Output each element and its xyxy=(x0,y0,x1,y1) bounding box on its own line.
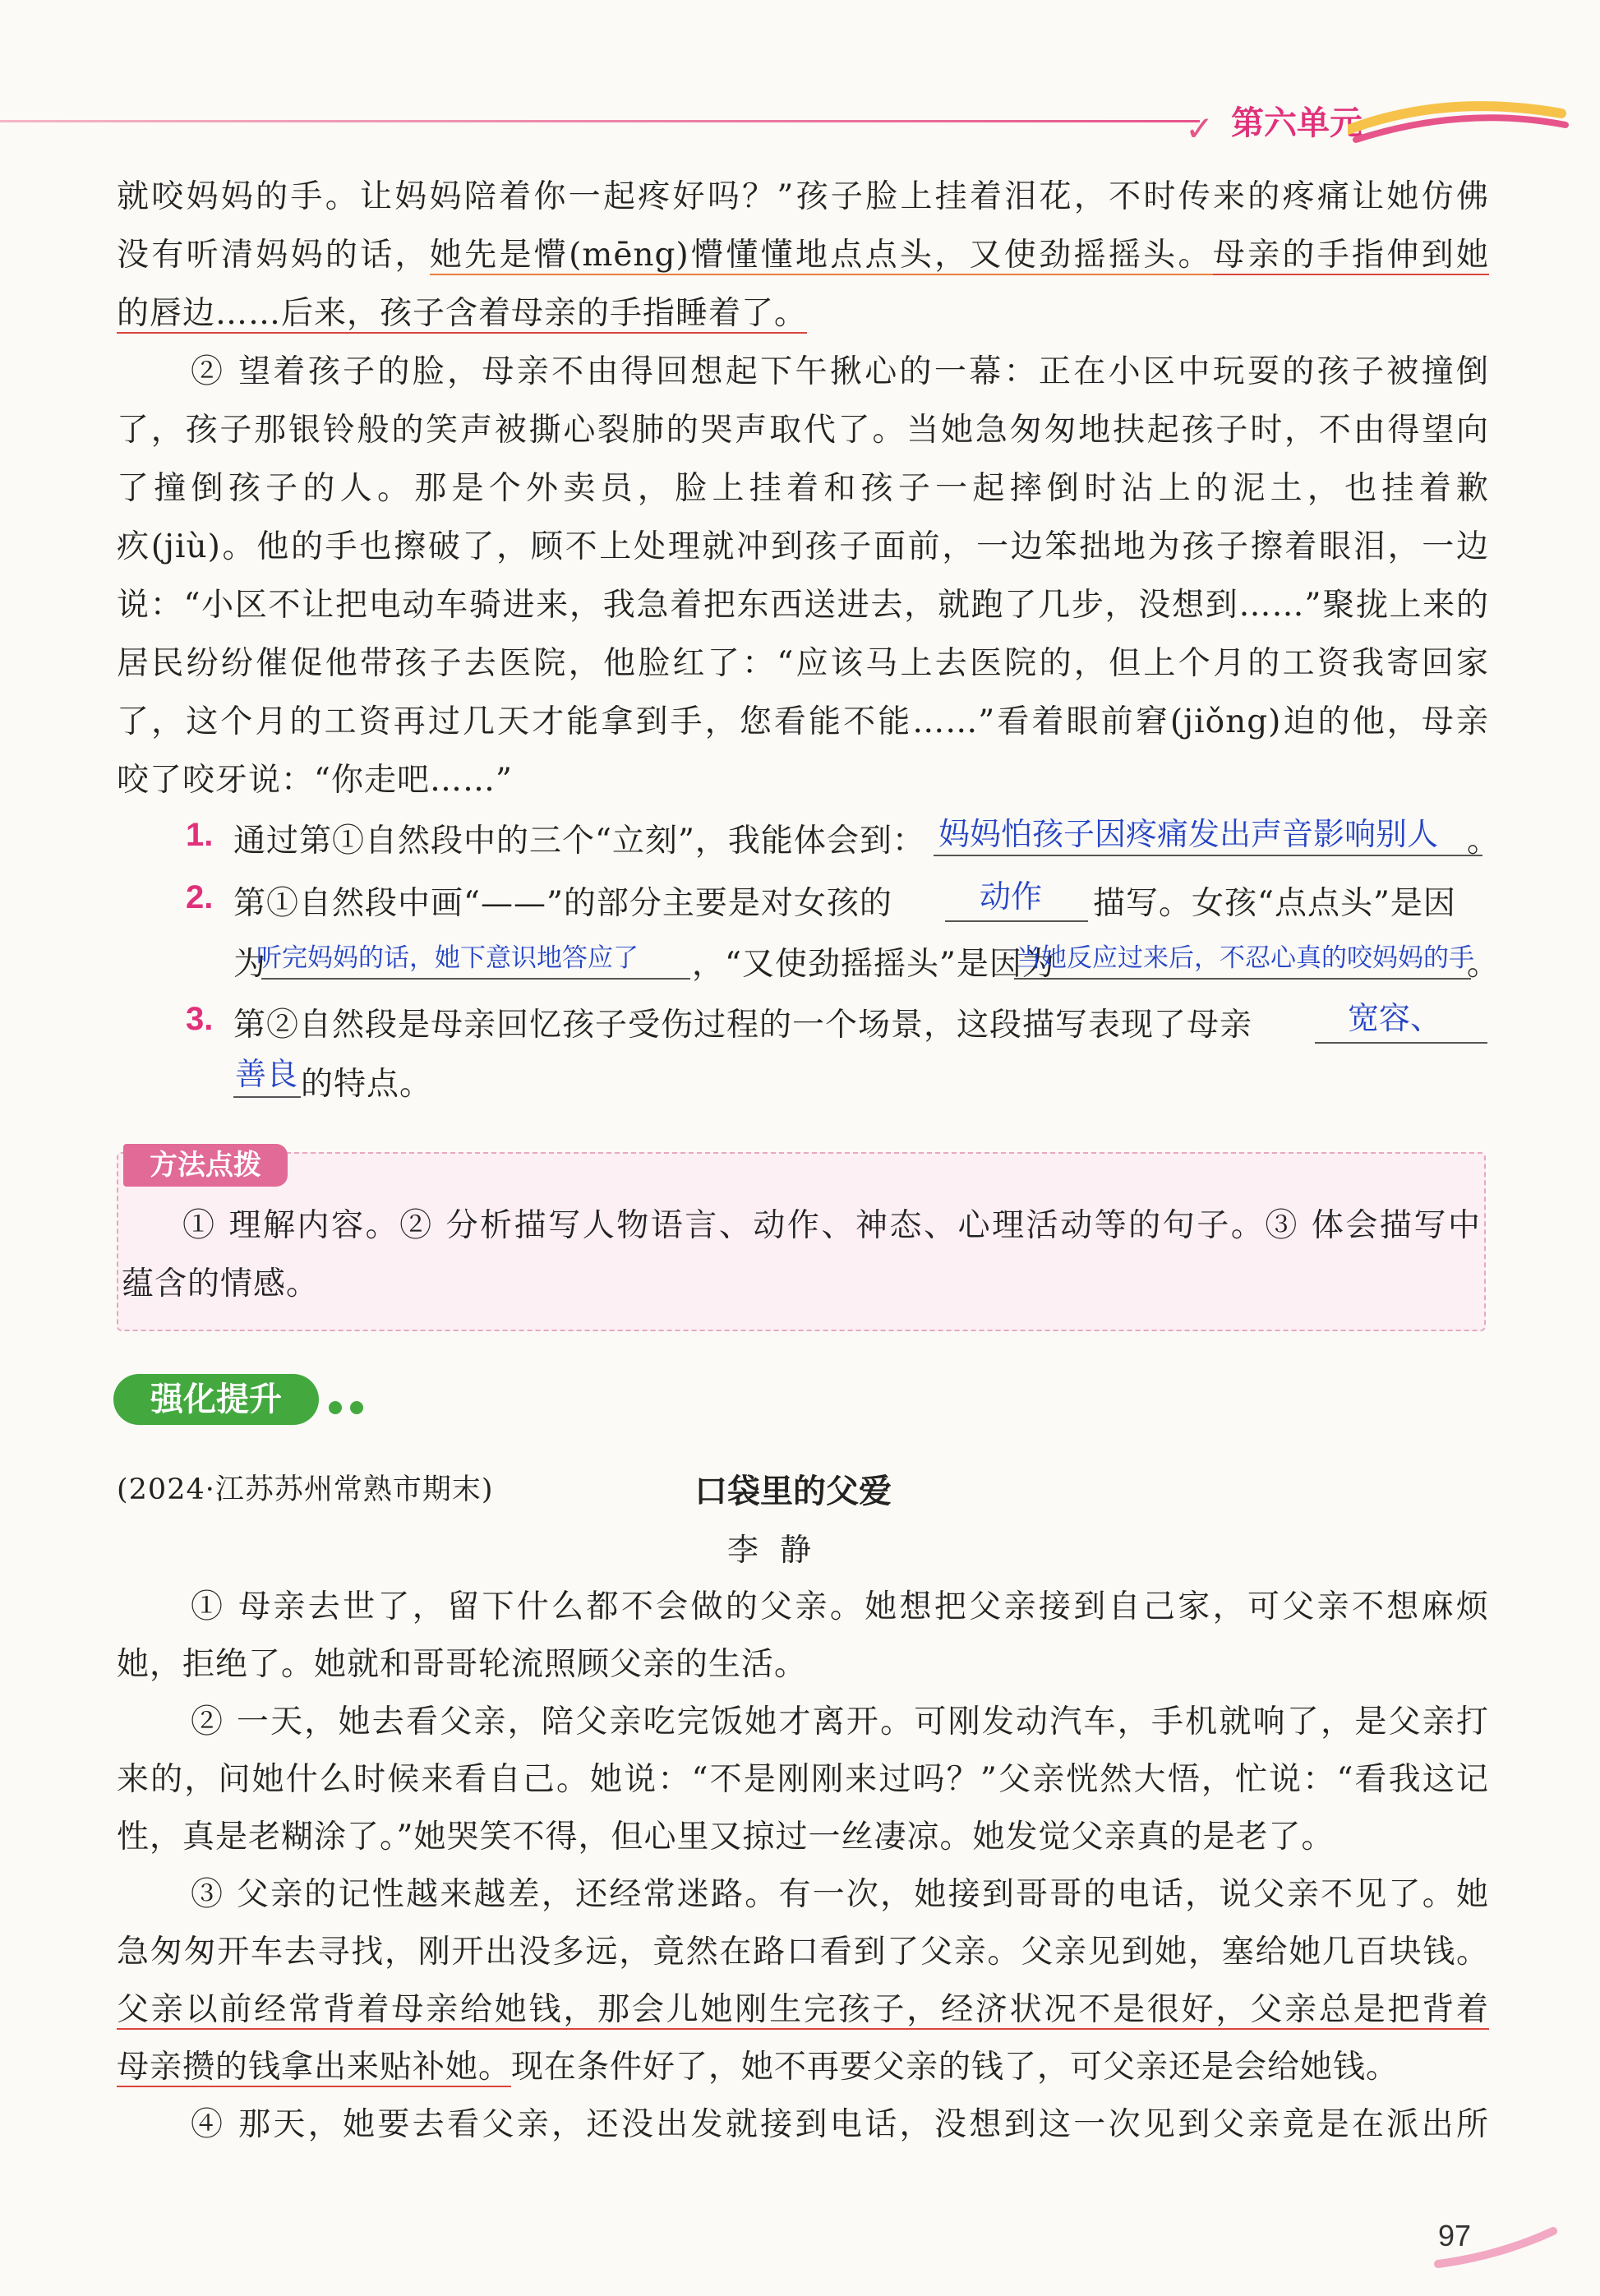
story-line: 她，拒绝了。她就和哥哥轮流照顾父亲的生活。 xyxy=(117,1646,808,1683)
punctuation: 。 xyxy=(1467,823,1501,860)
handwritten-answer: 宽容、 xyxy=(1348,1000,1442,1036)
paragraph-2-start: ② 望着孩子的脸，母亲不由得回想起下午揪心的一幕：正在小区中玩耍的孩子被撞倒 xyxy=(191,353,1489,390)
question-text: 为 xyxy=(233,946,267,983)
answer-blank xyxy=(1014,978,1471,980)
source-citation: (2024·江苏苏州常熟市期末) xyxy=(117,1473,494,1506)
passage-line: 就咬妈妈的手。让妈妈陪着你一起疼好吗？”孩子脸上挂着泪花，不时传来的疼痛让她仿佛 xyxy=(117,178,1489,215)
question-number: 2. xyxy=(186,879,214,915)
question-text: 描写。女孩“点点头”是因 xyxy=(1093,885,1456,922)
story-line xyxy=(117,2045,1399,2091)
story-author: 李静 xyxy=(727,1532,833,1568)
header-rule xyxy=(0,120,1200,122)
question-text: 第②自然段是母亲回忆孩子受伤过程的一个场景，这段描写表现了母亲 xyxy=(233,1007,1253,1044)
story-line: ② 一天，她去看父亲，陪父亲吃完饭她才离开。可刚发动汽车，手机就响了，是父亲打 xyxy=(191,1704,1489,1740)
question-text: 的特点。 xyxy=(301,1066,433,1103)
story-line: ③ 父亲的记性越来越差，还经常迷路。有一次，她接到哥哥的电话，说父亲不见了。她 xyxy=(191,1876,1489,1913)
story-line: 性，真是老糊涂了。”她哭笑不得，但心里又掠过一丝凄凉。她发觉父亲真的是老了。 xyxy=(117,1819,1335,1856)
passage-text: 没有听清妈妈的话， xyxy=(117,237,430,274)
underlined-sentence: 母亲攒的钱拿出来贴补她。 xyxy=(117,2049,512,2086)
method-tip-text: 蕴含的情感。 xyxy=(122,1266,320,1302)
dot-icon xyxy=(329,1401,342,1414)
punctuation: 。 xyxy=(1467,946,1501,983)
passage-line: 了，这个月的工资再过几天才能拿到手，您看能不能……”看着眼前窘(jiǒng)迫的他，母亲 xyxy=(117,703,1489,740)
answer-blank xyxy=(1315,1042,1487,1044)
answer-blank xyxy=(233,1096,301,1098)
handwritten-answer: 善良 xyxy=(235,1056,298,1092)
method-tip-tag: 方法点拨 xyxy=(123,1144,288,1187)
passage-line: 了撞倒孩子的人。那是个外卖员，脸上挂着和孩子一起摔倒时沾上的泥土，也挂着歉 xyxy=(117,470,1489,507)
question-text: 通过第①自然段中的三个“立刻”，我能体会到： xyxy=(233,823,925,860)
passage-line: 了，孩子那银铃般的笑声被撕心裂肺的哭声取代了。当她急匆匆地扶起孩子时，不由得望向 xyxy=(117,412,1489,449)
story-line: 急匆匆开车去寻找，刚开出没多远，竟然在路口看到了父亲。父亲见到她，塞给她几百块钱。 xyxy=(117,1934,1489,1971)
answer-blank xyxy=(261,978,690,980)
handwritten-answer: 听完妈妈的话，她下意识地答应了 xyxy=(256,943,639,973)
swoosh-decoration-icon xyxy=(1348,97,1570,146)
story-line: ④ 那天，她要去看父亲，还没出发就接到电话，没想到这一次见到父亲竟是在派出所 xyxy=(191,2106,1489,2143)
passage-line: 居民纷纷催促他带孩子去医院，他脸红了：“应该马上去医院的，但上个月的工资我寄回家 xyxy=(117,645,1489,682)
story-line: 来的，问她什么时候来看自己。她说：“不是刚刚来过吗？”父亲恍然大悟，忙说：“看我这记 xyxy=(117,1761,1489,1798)
answer-blank xyxy=(934,855,1482,856)
underlined-story-line: 父亲以前经常背着母亲给她钱，那会儿她刚生完孩子，经济状况不是很好，父亲总是把背着 xyxy=(117,1991,1489,2028)
story-title: 口袋里的父爱 xyxy=(694,1473,892,1510)
underlined-sentence: 她先是懵(mēng)懵懂懂地点点头，又使劲摇摇头。 xyxy=(429,237,1213,274)
passage-line: 的唇边……后来，孩子含着母亲的手指睡着了。 xyxy=(117,295,808,332)
page-number: 97 xyxy=(1438,2219,1472,2252)
passage-line: 说：“小区不让把电动车骑进来，我急着把东西送进去，就跑了几步，没想到……”聚拢上来的 xyxy=(117,587,1489,624)
section-tag: 强化提升 xyxy=(113,1374,319,1425)
question-number: 1. xyxy=(186,817,214,853)
handwritten-answer: 动作 xyxy=(980,878,1043,915)
handwritten-answer: 妈妈怕孩子因疼痛发出声音影响别人 xyxy=(938,816,1439,852)
answer-blank xyxy=(945,920,1088,922)
passage-line xyxy=(117,233,1489,279)
handwritten-answer: 当她反应过来后，不忍心真的咬妈妈的手 xyxy=(1016,943,1474,973)
passage-line: 疚(jiù)。他的手也擦破了，顾不上处理就冲到孩子面前，一边笨拙地为孩子擦着眼泪，一边 xyxy=(117,528,1489,565)
passage-line: 咬了咬牙说：“你走吧……” xyxy=(117,762,513,799)
method-tip-text: ① 理解内容。② 分析描写人物语言、动作、神态、心理活动等的句子。③ 体会描写中 xyxy=(182,1207,1481,1244)
wavy-underlined-sentence: 母亲的手指伸到她 xyxy=(1212,237,1489,274)
question-text: ，“又使劲摇摇头”是因为 xyxy=(692,946,1055,983)
unit-title: 第六单元 xyxy=(1231,104,1363,142)
question-number: 3. xyxy=(186,1001,214,1037)
dot-icon xyxy=(350,1401,363,1414)
story-line: ① 母亲去世了，留下什么都不会做的父亲。她想把父亲接到自己家，可父亲不想麻烦 xyxy=(191,1588,1489,1625)
story-text: 现在条件好了，她不再要父亲的钱了，可父亲还是会给她钱。 xyxy=(511,2049,1399,2086)
checkmark-icon: ✓ xyxy=(1185,108,1215,149)
question-text: 第①自然段中画“——”的部分主要是对女孩的 xyxy=(233,885,892,922)
